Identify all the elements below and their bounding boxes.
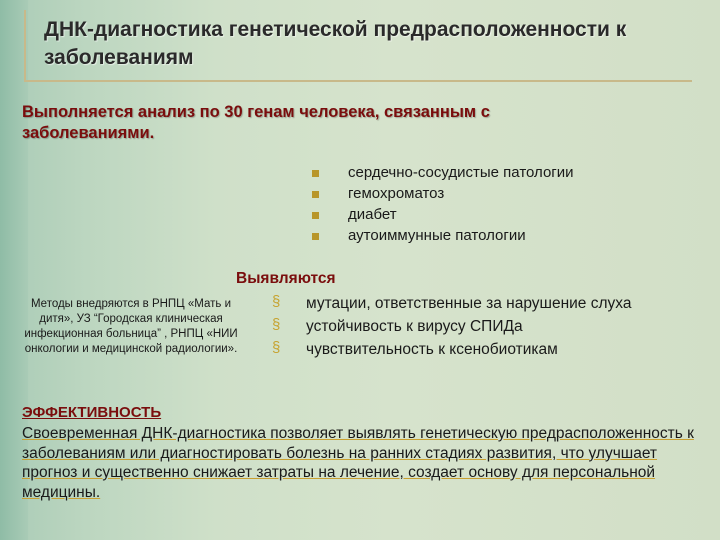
reveal-heading: Выявляются — [236, 270, 336, 287]
slide-title: ДНК-диагностика генетической предрасположенности к заболеваниям — [44, 18, 627, 69]
section-bullet-icon: § — [272, 339, 281, 356]
section-bullet-icon: § — [272, 316, 281, 333]
list-item: § устойчивость к вирусу СПИДа — [272, 315, 631, 338]
section-bullet-icon: § — [272, 293, 281, 310]
list-item: диабет — [312, 204, 574, 225]
list-item: § чувствительность к ксенобиотикам — [272, 338, 631, 361]
square-bullet-icon — [312, 233, 319, 240]
list-item: сердечно-сосудистые патологии — [312, 162, 574, 183]
effectiveness-heading: ЭФФЕКТИВНОСТЬ — [22, 404, 162, 421]
list-item: § мутации, ответственные за нарушение слуха — [272, 292, 631, 315]
effectiveness-text: Своевременная ДНК-диагностика позволяет выявлять генетическую предрасположенность к заболеваниям или диагностировать болезнь на ранних стадиях развития, что улучшает прогноз и существенно снижает затраты на лечение, создает основу для персональной медицины. — [22, 425, 694, 501]
list-item: гемохроматоз — [312, 183, 574, 204]
methods-note: Методы внедряются в РНПЦ «Мать и дитя», УЗ “Городская клиническая инфекционная больница” , РНПЦ «НИИ онкологии и медицинской радиологии». — [24, 298, 238, 355]
list-item: аутоиммунные патологии — [312, 225, 574, 246]
square-bullet-icon — [312, 191, 319, 198]
square-bullet-icon — [312, 212, 319, 219]
square-bullet-icon — [312, 170, 319, 177]
intro-text: Выполняется анализ по 30 генам человека, связанным с заболеваниями. — [22, 103, 490, 142]
disease-list — [312, 162, 574, 246]
reveal-list — [272, 292, 631, 361]
